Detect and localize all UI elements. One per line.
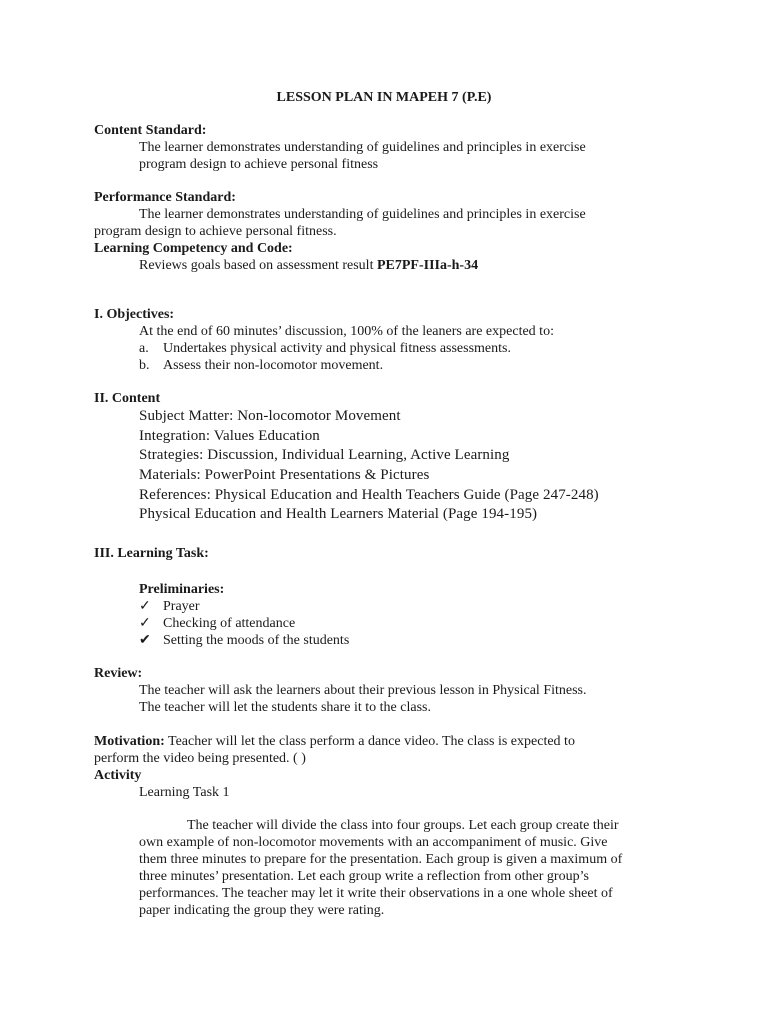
objective-item bbox=[139, 340, 511, 357]
content-line: Materials: PowerPoint Presentations & Pictures bbox=[139, 467, 430, 483]
check-icon: ✓ bbox=[139, 616, 151, 631]
activity-heading: Activity bbox=[94, 768, 142, 783]
content-standard-heading: Content Standard: bbox=[94, 123, 207, 138]
learning-task-label: Learning Task 1 bbox=[139, 785, 230, 800]
competency-code: PE7PF-IIIa-h-34 bbox=[376, 258, 479, 273]
learning-task-heading: III. Learning Task: bbox=[94, 546, 209, 561]
motivation-text: Teacher will let the class perform a dance video. The class is expected to bbox=[168, 734, 575, 749]
preliminary-text: Checking of attendance bbox=[163, 616, 296, 631]
objective-text: Undertakes physical activity and physical fitness assessments. bbox=[163, 341, 511, 356]
preliminary-text: Prayer bbox=[163, 599, 200, 614]
activity-paragraph-line: own example of non-locomotor movements with an accompaniment of music. Give bbox=[139, 835, 608, 850]
content-heading: II. Content bbox=[94, 391, 161, 406]
check-icon: ✓ bbox=[139, 599, 151, 614]
preliminary-text: Setting the moods of the students bbox=[163, 633, 350, 648]
competency-heading: Learning Competency and Code: bbox=[94, 241, 293, 256]
activity-paragraph-line: performances. The teacher may let it write their observations in a one whole sheet of bbox=[139, 886, 613, 901]
review-line: The teacher will ask the learners about their previous lesson in Physical Fitness. bbox=[139, 683, 587, 698]
preliminary-item bbox=[139, 598, 200, 615]
preliminary-item bbox=[139, 632, 349, 649]
performance-standard-line: program design to achieve personal fitness. bbox=[94, 224, 337, 239]
content-line: Integration: Values Education bbox=[139, 428, 320, 444]
objective-text: Assess their non-locomotor movement. bbox=[163, 358, 384, 373]
objectives-heading: I. Objectives: bbox=[94, 307, 175, 322]
performance-standard-heading: Performance Standard: bbox=[94, 190, 236, 205]
content-standard-line: The learner demonstrates understanding of guidelines and principles in exercise bbox=[139, 140, 586, 155]
content-line: References: Physical Education and Health Teachers Guide (Page 247-248) bbox=[139, 487, 599, 503]
objectives-intro: At the end of 60 minutes’ discussion, 100% of the leaners are expected to: bbox=[139, 324, 554, 339]
content-line: Physical Education and Health Learners Material (Page 194-195) bbox=[139, 506, 538, 522]
activity-paragraph-line: paper indicating the group they were rating. bbox=[139, 903, 385, 918]
content-line: Subject Matter: Non-locomotor Movement bbox=[139, 408, 401, 424]
preliminary-item bbox=[139, 615, 295, 632]
preliminaries-heading: Preliminaries: bbox=[139, 582, 225, 597]
content-line: Strategies: Discussion, Individual Learning, Active Learning bbox=[139, 447, 510, 463]
competency-text: Reviews goals based on assessment result bbox=[139, 258, 374, 273]
objective-marker: b. bbox=[139, 358, 150, 373]
objective-item bbox=[139, 357, 383, 374]
performance-standard-line: The learner demonstrates understanding of guidelines and principles in exercise bbox=[139, 207, 586, 222]
motivation-line: perform the video being presented. ( ) bbox=[94, 751, 306, 766]
check-icon: ✔ bbox=[139, 633, 151, 648]
review-line: The teacher will let the students share it to the class. bbox=[139, 700, 431, 715]
objective-marker: a. bbox=[139, 341, 149, 356]
motivation-heading: Motivation: bbox=[94, 734, 165, 749]
content-standard-line: program design to achieve personal fitness bbox=[139, 157, 379, 172]
activity-paragraph-line: The teacher will divide the class into four groups. Let each group create their bbox=[187, 818, 619, 833]
activity-paragraph-line: three minutes’ presentation. Let each group write a reflection from other group’s bbox=[139, 869, 589, 884]
document-title: LESSON PLAN IN MAPEH 7 (P.E) bbox=[276, 90, 492, 105]
competency-line bbox=[139, 257, 478, 274]
review-heading: Review: bbox=[94, 666, 143, 681]
activity-paragraph-line: them three minutes to prepare for the presentation. Each group is given a maximum of bbox=[139, 852, 623, 867]
motivation-line bbox=[94, 733, 575, 750]
